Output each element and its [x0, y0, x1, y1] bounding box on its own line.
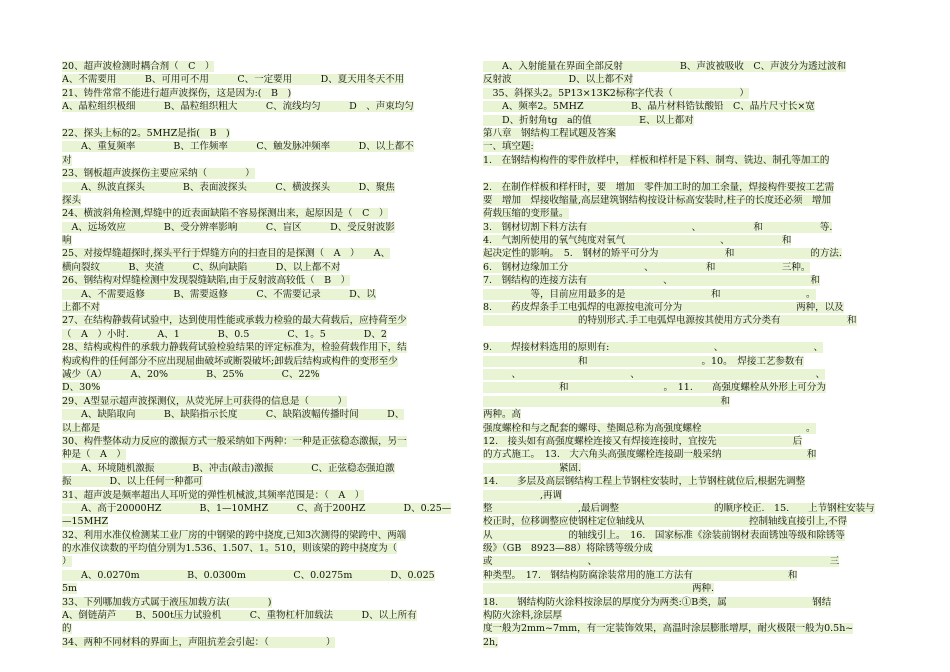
- text-line-content: 、 、 、: [483, 368, 826, 380]
- text-line-content: A、高于20000HZ B、1—10MHZ C、高于200HZ D、0.25—: [62, 502, 452, 514]
- text-line-content: 上都不对: [62, 302, 101, 314]
- text-line-content: 的水准仪读数的平均值分别为1.536、1.507、1。510，则该梁的跨中挠度为（: [62, 543, 398, 555]
- text-line-content: 横向裂纹 B、夹渣 C、纵向缺陷 D、以上都不对: [62, 261, 341, 273]
- text-line: [62, 114, 474, 127]
- text-line: [62, 368, 474, 381]
- text-line: [483, 475, 908, 488]
- text-line-content: 要 增加 焊接收缩量,高层建筑钢结构按设计标高安装时,柱子的长度还必须 增加: [483, 194, 832, 206]
- text-line: [62, 596, 474, 609]
- text-line: [62, 422, 474, 435]
- text-line-content: 响: [62, 235, 72, 247]
- text-line-content: 一、填空题:: [483, 141, 534, 153]
- text-line-content: A、远场效应 B、受分辨率影响 C、盲区 D、受反射波影: [62, 221, 395, 233]
- text-line-content: 强度螺栓和与之配套的螺母、垫圈总称为高强度螺栓 。: [483, 422, 816, 434]
- text-line: [62, 475, 474, 488]
- text-line: [62, 234, 474, 247]
- text-line-content: 25、对接焊缝超探时,探头平行于焊缝方向的扫查目的是探测（ A ） A、: [62, 248, 391, 260]
- text-line: [62, 247, 474, 260]
- text-line-content: 29、A型显示超声波探测仪，从荧光屏上可获得的信息是（ ）: [62, 395, 347, 407]
- text-line-content: 1. 在钢结构构件的零件放样中， 样板和样杆是下料、制弯、铣边、制孔等加工的: [483, 154, 830, 166]
- text-line-content: 12. 接头如有高强度螺栓连接又有焊接连接时，宜按先 后: [483, 435, 803, 447]
- text-line: [62, 127, 474, 140]
- text-line: [483, 355, 908, 368]
- text-line: [62, 355, 474, 368]
- text-line-content: 20、超声波检测时耦合剂（ C ）: [62, 61, 215, 72]
- text-line: [62, 167, 474, 180]
- text-line-content: A、缺陷取向 B、缺陷指示长度 C、缺陷波幅传播时间 D、: [62, 409, 405, 421]
- text-line: [483, 422, 908, 435]
- text-line-content: A、不需要用 B、可用可不用 C、一定要用 D、夏天用冬天不用: [62, 74, 405, 86]
- text-line: [483, 515, 908, 528]
- text-line-content: A、0.0270m B、0.0300m C、0.0275m D、0.025: [62, 569, 435, 581]
- text-line-content: 18. 钢结构防火涂料按涂层的厚度分为两类:①B类，属 钢结: [483, 596, 832, 608]
- text-line-content: 度一般为2mm~7mm，有一定装饰效果，高温时涂层膨胀增厚，耐火极限一般为0.5h~: [483, 623, 854, 635]
- text-line: [483, 341, 908, 354]
- text-line-content: A、倒链葫芦 B、500t压力试验机 C、重物杠杆加载法 D、以上所有: [62, 610, 417, 622]
- text-line-content: 种类型。 17. 钢结构防腐涂装常用的施工方法有 和: [483, 569, 798, 581]
- text-line-content: A、晶粒组织极细 B、晶粒组织粗大 C、流线均匀 D 、声束均匀: [62, 101, 414, 113]
- text-line-content: 级》（GB 8923—88）将除锈等级分成: [483, 543, 653, 555]
- text-line-content: 振 D、以上任何一种都可: [62, 476, 203, 488]
- text-line: [483, 140, 908, 153]
- text-line-content: 或 、 三: [483, 556, 840, 568]
- text-line: [62, 609, 474, 622]
- text-line: [62, 408, 474, 421]
- text-line-content: 校正时，位移调整应使钢柱定位轴线从 控制轴线直接引上,不得: [483, 516, 848, 528]
- text-line-content: 28、结构或构件的承载力静载荷试验检验结果的评定标准为，检验荷载作用下，结: [62, 342, 407, 354]
- text-line-content: —15MHZ: [62, 516, 109, 528]
- text-line-content: 6. 钢材边缘加工分 、 和 三种。: [483, 261, 811, 273]
- text-line-content: 紧固.: [483, 462, 582, 474]
- text-line-content: ）: [62, 556, 72, 568]
- text-line-content: 探头: [62, 194, 82, 206]
- text-line-content: 34、两种不同材料的界面上，声阻抗差会引起：（ ）: [62, 636, 336, 648]
- text-line: [62, 542, 474, 555]
- text-line: [62, 502, 474, 515]
- text-line-content: 两种.: [483, 583, 715, 595]
- text-line: [483, 154, 908, 167]
- text-line-content: 23、钢板超声波探伤主要应采纳（ ）: [62, 168, 255, 180]
- text-line: [483, 529, 908, 542]
- text-line: [62, 73, 474, 86]
- text-line: [483, 261, 908, 274]
- text-line-content: 种是（ A ）: [62, 449, 126, 461]
- text-line: [62, 207, 474, 220]
- text-line-content: 31、超声波是频率超出人耳听觉的弹性机械波,其频率范围是：（ A ）: [62, 489, 365, 501]
- text-line-content: D、折射角tg a的值 E、以上都对: [483, 114, 694, 126]
- text-line: [483, 582, 908, 595]
- text-line: [62, 381, 474, 394]
- text-line: [483, 60, 908, 73]
- text-line: [62, 489, 474, 502]
- text-line: [483, 502, 908, 515]
- text-line: [483, 609, 908, 622]
- text-line-content: 2h,: [483, 636, 499, 648]
- text-line: [62, 462, 474, 475]
- text-line-content: 14. 多层及高层钢结构工程上节钢柱安装时，上节钢柱就位后,根据先调整: [483, 476, 806, 488]
- text-line-content: 从 的轴线引上。 16. 国家标准《涂装前钢材表面锈蚀等级和除锈等: [483, 529, 845, 541]
- text-line-content: 24、横波斜角检测,焊缝中的近表面缺陷不容易探测出来，起原因是（ C ）: [62, 208, 389, 220]
- text-line: [62, 261, 474, 274]
- text-line: [483, 435, 908, 448]
- text-line-content: 和 。 11. 高强度螺栓从外形上可分为: [483, 382, 826, 394]
- text-line: [483, 100, 908, 113]
- text-line: [62, 140, 474, 153]
- text-line: [483, 87, 908, 100]
- text-line: [483, 395, 908, 408]
- text-line: [483, 462, 908, 475]
- text-line: [62, 555, 474, 568]
- text-line: [483, 127, 908, 140]
- text-line-content: A、不需要返修 B、需要返修 C、不需要记录 D、以: [62, 288, 376, 300]
- text-line: [62, 529, 474, 542]
- text-line: [62, 221, 474, 234]
- text-line: [483, 569, 908, 582]
- text-line-content: 27、在结构静载荷试验中，达到使用性能或承载力检验的最大荷载后，应持荷至少: [62, 315, 407, 327]
- text-line-content: 的: [62, 623, 72, 635]
- text-line: [483, 114, 908, 127]
- text-line-content: 减少（A） A、20% B、25% C、22%: [62, 368, 320, 380]
- text-line: [62, 181, 474, 194]
- text-line-content: 32、利用水准仪检测某工业厂房的中钢梁的跨中挠度,已知3次测得的梁跨中、两端: [62, 529, 407, 541]
- right-column: [483, 60, 908, 649]
- text-line-content: 7. 钢结构的连接方法有 、 和: [483, 275, 820, 287]
- text-line: [62, 60, 474, 73]
- text-line: [483, 247, 908, 260]
- text-line-content: 9. 焊接材料选用的原则有: 、 、: [483, 342, 824, 354]
- text-line-content: 30、构件整体动力反应的激振方式一般采纳如下两种：一种是正弦稳态激振，另一: [62, 435, 407, 447]
- left-column: [62, 60, 474, 649]
- text-line-content: 第八章 钢结构工程试题及答案: [483, 127, 617, 139]
- text-line-content: 起决定性的影响。 5. 钢材的矫平可分为 和 的方法.: [483, 248, 842, 260]
- text-line-content: A、入射能量在界面全部反射 B、声波被吸收 C、声波分为透过波和: [483, 61, 847, 72]
- text-line: [62, 274, 474, 287]
- text-line: [483, 636, 908, 649]
- text-line: [483, 167, 908, 180]
- text-line-content: A、环境随机激振 B、冲击(敲击)激振 C、正弦稳态强迫激: [62, 462, 395, 474]
- text-line: [483, 408, 908, 421]
- text-line: [62, 154, 474, 167]
- text-line: [483, 542, 908, 555]
- text-line: [62, 288, 474, 301]
- text-line-content: 荷载压缩的变形量。: [483, 208, 569, 220]
- text-line-content: 等，目前应用最多的是 和 。: [483, 288, 816, 300]
- text-line: [483, 596, 908, 609]
- text-line: [483, 221, 908, 234]
- text-line-content: 两种。高: [483, 409, 522, 421]
- text-line: [62, 314, 474, 327]
- text-line-content: 26、钢结构对焊缝检测中发现裂缝缺陷,由于反射波高较低（ B ）: [62, 275, 351, 287]
- text-line-content: 反射波 D、以上都不对: [483, 74, 634, 86]
- text-line: [62, 435, 474, 448]
- text-line-content: 3. 钢材切割下料方法有 、 和 等.: [483, 221, 833, 233]
- text-line: [483, 489, 908, 502]
- text-line: [483, 181, 908, 194]
- text-line-content: A、频率2。5MHZ B、晶片材料锆钛酸铅 C、晶片尺寸长×宽: [483, 101, 815, 113]
- text-line: [483, 234, 908, 247]
- text-line-content: 22、探头上标的2。5MHZ是指( B ): [62, 127, 230, 139]
- text-line: [62, 341, 474, 354]
- text-line: [483, 194, 908, 207]
- text-line: [62, 100, 474, 113]
- text-line: [62, 87, 474, 100]
- text-line: [62, 301, 474, 314]
- text-line: [62, 194, 474, 207]
- text-line-content: 整 ,最后调整 的顺序校正. 15. 上节钢柱安装与: [483, 502, 875, 514]
- text-line-content: 对: [62, 154, 72, 166]
- text-line: [483, 448, 908, 461]
- text-line-content: （ A ）小时. A、1 B、0.5 C、1。5 D、2: [62, 328, 387, 340]
- text-line: [483, 368, 908, 381]
- text-line: [483, 73, 908, 86]
- text-line-content: 构防火涂料,涂层厚: [483, 610, 563, 622]
- text-line: [483, 207, 908, 220]
- text-line-content: 8. 药皮焊条手工电弧焊的电源按电流可分为 两种，以及: [483, 302, 844, 314]
- text-line-content: A、重复频率 B、工作频率 C、触发脉冲频率 D、以上都不: [62, 141, 414, 153]
- text-line-content: ,再调: [483, 489, 563, 501]
- text-line-content: 4. 气割所使用的氧气纯度对氧气 、 和: [483, 235, 792, 247]
- text-line-content: 的特别形式.手工电弧焊电源按其使用方式分类有 和: [483, 315, 857, 327]
- text-line: [483, 288, 908, 301]
- text-line-content: 构或构件的任何部分不应出现屈曲破坏或断裂破坏;卸载后结构或构件的变形至少: [62, 355, 398, 367]
- text-line-content: 33、下列哪加载方式属于液压加载方法( ): [62, 596, 272, 608]
- text-line-content: 的方式施工。 13. 大六角头高强度螺栓连接副一般采纳 和: [483, 449, 817, 461]
- text-line-content: 2. 在制作样板和样杆时，要 增加 零件加工时的加工余量，焊接构件要按工艺需: [483, 181, 835, 193]
- text-line: [62, 636, 474, 649]
- text-line: [483, 381, 908, 394]
- text-line: [62, 582, 474, 595]
- text-line: [62, 569, 474, 582]
- text-line-content: 5m: [62, 583, 78, 595]
- text-line: [483, 328, 908, 341]
- text-line-content: A、纵波直探头 B、表面波探头 C、横波探头 D、聚焦: [62, 181, 395, 193]
- text-line: [483, 622, 908, 635]
- text-line: [62, 622, 474, 635]
- text-line: [483, 301, 908, 314]
- text-line: [62, 395, 474, 408]
- text-line: [62, 515, 474, 528]
- text-line-content: 和 。10。 焊接工艺参数有: [483, 355, 804, 367]
- text-line-content: 35、斜探头2。5P13×13K2标称字代表（ ）: [483, 87, 749, 99]
- text-line: [62, 328, 474, 341]
- text-line: [483, 555, 908, 568]
- text-line-content: 以上都是: [62, 422, 101, 434]
- text-line-content: 21、铸件常常不能进行超声波探伤，这是因为:( B ): [62, 87, 292, 99]
- text-line: [483, 274, 908, 287]
- text-line: [62, 448, 474, 461]
- text-line: [483, 314, 908, 327]
- text-line-content: D、30%: [62, 382, 101, 394]
- text-line-content: 和: [483, 395, 731, 407]
